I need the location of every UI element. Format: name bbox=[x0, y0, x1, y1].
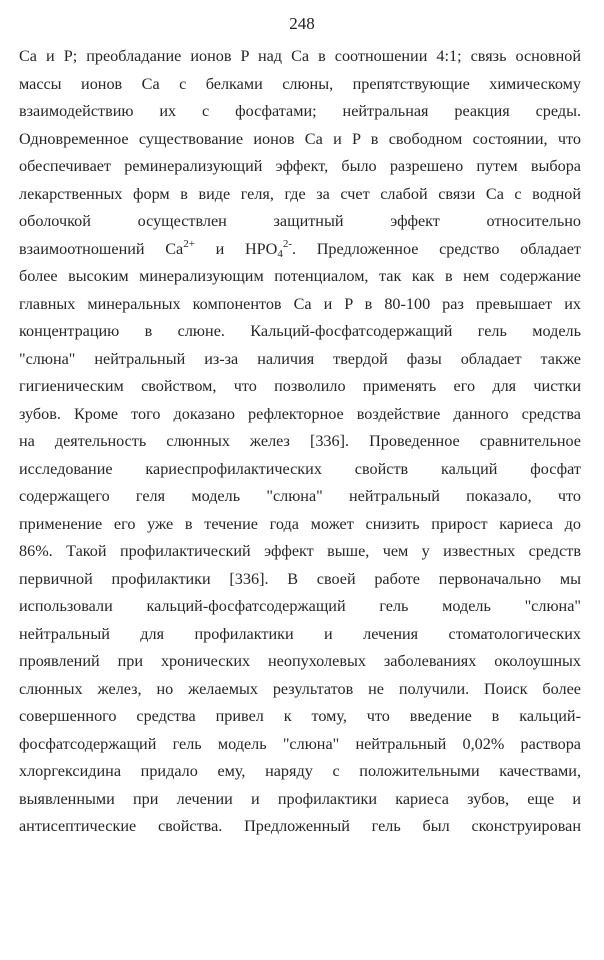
text-line: взаимодействию их с фосфатами; нейтральная реакция среды. bbox=[19, 102, 581, 120]
text-line: 86%. Такой профилактический эффект выше, чем у известных средств bbox=[19, 542, 581, 560]
text-line: проявлений при хронических неопухолевых заболеваниях околоушных bbox=[19, 652, 581, 670]
formula-before: взаимоотношений bbox=[19, 239, 166, 258]
hydrophosphate-subscript: 4 bbox=[277, 247, 283, 260]
text-line: совершенного средства привел к тому, что введение в кальций- bbox=[19, 707, 581, 725]
text-line: более высоким минерализующим потенциалом, так как в нем содержание bbox=[19, 267, 581, 285]
formula-conjunction: и bbox=[194, 239, 245, 258]
text-line: использовали кальций-фосфатсодержащий гель модель "слюна" bbox=[19, 597, 581, 615]
text-line: хлоргексидина придало ему, наряду с положительными качествами, bbox=[19, 762, 581, 780]
formula-line bbox=[19, 236, 581, 264]
text-line: фосфатсодержащий гель модель "слюна" нейтральный 0,02% раствора bbox=[19, 734, 581, 753]
text-line: гигиеническим свойством, что позволило применять его для чистки bbox=[19, 377, 581, 395]
text-line: массы ионов Ca с белками слюны, препятствующие химическому bbox=[19, 74, 581, 93]
text-line: антисептические свойства. Предложенный гель был сконструирован bbox=[19, 817, 581, 835]
text-line: на деятельность слюнных желез [336]. Проведенное сравнительное bbox=[19, 432, 581, 450]
calcium-charge: 2+ bbox=[183, 237, 195, 250]
text-line: зубов. Кроме того доказано рефлекторное воздействие данного средства bbox=[19, 404, 581, 423]
text-line: Одновременное существование ионов Ca и P в свободном состоянии, что bbox=[19, 129, 581, 148]
text-line: содержащего геля модель "слюна" нейтральный показало, что bbox=[19, 487, 581, 505]
text-line: слюнных желез, но желаемых результатов не получили. Поиск более bbox=[19, 679, 581, 698]
text-line: исследование кариеспрофилактических свойств кальций фосфат bbox=[19, 459, 581, 478]
text-line: "слюна" нейтральный из-за наличия твердой фазы обладает также bbox=[19, 349, 581, 368]
text-line: обеспечивает реминерализующий эффект, было разрешено путем выбора bbox=[19, 157, 581, 175]
calcium-ion: Ca bbox=[165, 239, 184, 258]
text-line: применение его уже в течение года может снизить прирост кариеса до bbox=[19, 514, 581, 533]
text-line: главных минеральных компонентов Ca и P в 80-100 раз превышает их bbox=[19, 294, 581, 313]
hydrophosphate-ion: HPO bbox=[244, 239, 278, 258]
text-line: концентрацию в слюне. Кальций-фосфатсодержащий гель модель bbox=[19, 322, 581, 340]
formula-after: . Предложенное средство обладает bbox=[292, 239, 581, 258]
hydrophosphate-charge: 2- bbox=[282, 237, 292, 250]
text-line: лекарственных форм в виде геля, где за счет слабой связи Ca с водной bbox=[19, 184, 581, 203]
text-line: первичной профилактики [336]. В своей работе первоначально мы bbox=[19, 569, 581, 588]
page-number: 248 bbox=[289, 14, 315, 33]
text-line: нейтральный для профилактики и лечения стоматологических bbox=[19, 624, 581, 643]
text-line: выявленными при лечении и профилактики кариеса зубов, еще и bbox=[19, 789, 581, 808]
text-line: Ca и P; преобладание ионов P над Ca в соотношении 4:1; связь основной bbox=[19, 47, 581, 65]
body-text bbox=[19, 43, 581, 841]
text-line: оболочкой осуществлен защитный эффект относительно bbox=[19, 212, 581, 230]
